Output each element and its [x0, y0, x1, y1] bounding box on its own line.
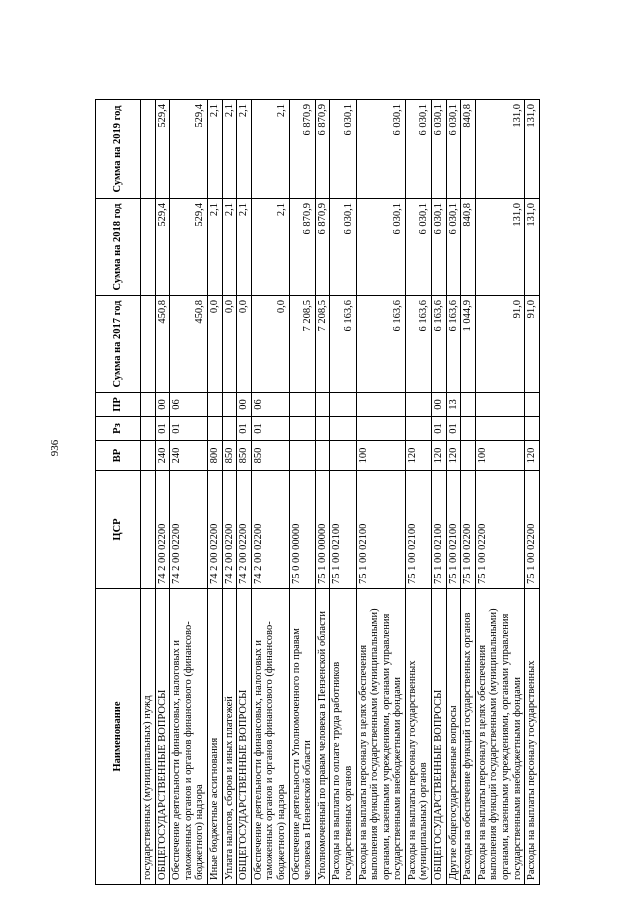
cell-sum-2017: 0,0 [222, 296, 237, 393]
cell-rz [461, 417, 476, 441]
cell-sum-2017: 450,8 [170, 296, 208, 393]
cell-sum-2017: 6 163,6 [356, 296, 405, 393]
cell-sum-2018: 6 030,1 [446, 199, 461, 296]
cell-name: Расходы на выплаты персоналу государственных [525, 589, 540, 885]
cell-name: Уплата налогов, сборов и иных платежей [222, 589, 237, 885]
cell-pr [405, 393, 431, 417]
cell-csr: 74 2 00 02200 [207, 471, 222, 589]
cell-name: Расходы на выплаты персоналу государственных (муниципальных) органов [405, 589, 431, 885]
cell-rz [475, 417, 524, 441]
cell-name: Обеспечение деятельности финансовых, налоговых и таможенных органов и органов финансового (финансово-бюджетного) надзора [170, 589, 208, 885]
header-rz: Рз [96, 417, 141, 441]
cell-name: ОБЩЕГОСУДАРСТВЕННЫЕ ВОПРОСЫ [237, 589, 252, 885]
cell-name: Обеспечение деятельности финансовых, налоговых и таможенных органов и органов финансового (финансово-бюджетного) надзора [251, 589, 289, 885]
cell-sum-2018: 2,1 [207, 199, 222, 296]
cell-pr: 00 [155, 393, 170, 417]
table-row [330, 100, 356, 885]
cell-vr: 120 [446, 441, 461, 471]
cell-sum-2018 [141, 199, 156, 296]
cell-vr: 120 [405, 441, 431, 471]
cell-csr: 74 2 00 02200 [155, 471, 170, 589]
cell-rz [315, 417, 330, 441]
cell-pr [289, 393, 315, 417]
cell-sum-2018: 6 030,1 [356, 199, 405, 296]
cell-sum-2017: 91,0 [525, 296, 540, 393]
cell-name: Расходы на выплаты по оплате труда работников государственных органов [330, 589, 356, 885]
cell-sum-2017 [141, 296, 156, 393]
cell-rz: 01 [251, 417, 289, 441]
cell-sum-2018: 529,4 [155, 199, 170, 296]
cell-pr: 06 [251, 393, 289, 417]
cell-sum-2017: 6 163,6 [432, 296, 447, 393]
table-row [432, 100, 447, 885]
cell-vr: 800 [207, 441, 222, 471]
cell-csr: 75 0 00 00000 [289, 471, 315, 589]
header-sum-2017: Сумма на 2017 год [96, 296, 141, 393]
cell-vr: 850 [222, 441, 237, 471]
cell-sum-2017: 6 163,6 [446, 296, 461, 393]
cell-rz [222, 417, 237, 441]
table-row [251, 100, 289, 885]
header-vr: ВР [96, 441, 141, 471]
cell-pr [525, 393, 540, 417]
cell-vr: 850 [251, 441, 289, 471]
cell-name: Другие общегосударственные вопросы [446, 589, 461, 885]
cell-name: ОБЩЕГОСУДАРСТВЕННЫЕ ВОПРОСЫ [155, 589, 170, 885]
page-number: 936 [49, 439, 61, 457]
cell-sum-2019 [141, 100, 156, 199]
cell-name: государственных (муниципальных) нужд [141, 589, 156, 885]
table-row [237, 100, 252, 885]
cell-csr: 75 1 00 02100 [432, 471, 447, 589]
cell-sum-2019: 2,1 [207, 100, 222, 199]
table-row [405, 100, 431, 885]
cell-sum-2019: 6 870,9 [289, 100, 315, 199]
cell-sum-2017: 0,0 [207, 296, 222, 393]
cell-vr: 240 [155, 441, 170, 471]
budget-table [95, 99, 540, 885]
cell-name: ОБЩЕГОСУДАРСТВЕННЫЕ ВОПРОСЫ [432, 589, 447, 885]
cell-csr: 74 2 00 02200 [170, 471, 208, 589]
cell-vr: 120 [432, 441, 447, 471]
cell-sum-2018: 2,1 [251, 199, 289, 296]
cell-csr: 75 1 00 02100 [405, 471, 431, 589]
cell-csr: 75 1 00 02200 [525, 471, 540, 589]
cell-sum-2018: 2,1 [222, 199, 237, 296]
cell-pr: 06 [170, 393, 208, 417]
header-sum-2018: Сумма на 2018 год [96, 199, 141, 296]
table-row [446, 100, 461, 885]
cell-sum-2017: 7 208,5 [289, 296, 315, 393]
table-row [207, 100, 222, 885]
table-row [155, 100, 170, 885]
table-row [170, 100, 208, 885]
table-body [141, 100, 540, 885]
cell-name: Расходы на выплаты персоналу в целях обеспечения выполнения функций государственными (муниципальными) органами, казенными учреждениями, органами управления государственными внебюджетными фондами [356, 589, 405, 885]
cell-name: Расходы на обеспечение функций государственных органов [461, 589, 476, 885]
cell-rz [141, 417, 156, 441]
cell-rz [330, 417, 356, 441]
table-row [356, 100, 405, 885]
cell-sum-2019: 131,0 [525, 100, 540, 199]
cell-vr [315, 441, 330, 471]
cell-pr: 00 [237, 393, 252, 417]
cell-vr [141, 441, 156, 471]
cell-vr [461, 441, 476, 471]
cell-pr: 00 [432, 393, 447, 417]
cell-sum-2018: 529,4 [170, 199, 208, 296]
cell-name: Расходы на выплаты персоналу в целях обеспечения выполнения функций государственными (муниципальными) органами, казенными учреждениями, органами управления государственными внебюджетными фондами [475, 589, 524, 885]
cell-csr [141, 471, 156, 589]
cell-vr [289, 441, 315, 471]
cell-pr: 13 [446, 393, 461, 417]
cell-sum-2019: 131,0 [475, 100, 524, 199]
cell-sum-2019: 6 030,1 [446, 100, 461, 199]
cell-rz [525, 417, 540, 441]
cell-vr: 240 [170, 441, 208, 471]
cell-vr: 120 [525, 441, 540, 471]
cell-pr [222, 393, 237, 417]
cell-rz [289, 417, 315, 441]
table-row [525, 100, 540, 885]
cell-csr: 75 1 00 02100 [446, 471, 461, 589]
cell-csr: 75 1 00 00000 [315, 471, 330, 589]
table-row [475, 100, 524, 885]
table-row [289, 100, 315, 885]
table-row [141, 100, 156, 885]
cell-rz [207, 417, 222, 441]
cell-csr: 74 2 00 02200 [222, 471, 237, 589]
cell-name: Иные бюджетные ассигнования [207, 589, 222, 885]
cell-sum-2018: 6 870,9 [315, 199, 330, 296]
cell-sum-2019: 6 030,1 [432, 100, 447, 199]
cell-rz [356, 417, 405, 441]
header-pr: ПР [96, 393, 141, 417]
cell-sum-2019: 2,1 [237, 100, 252, 199]
cell-rz [405, 417, 431, 441]
table-row [461, 100, 476, 885]
rotated-page-content [95, 100, 600, 885]
cell-sum-2019: 6 030,1 [405, 100, 431, 199]
cell-sum-2019: 6 870,9 [315, 100, 330, 199]
cell-vr: 100 [356, 441, 405, 471]
header-name: Наименование [96, 589, 141, 885]
cell-sum-2019: 2,1 [222, 100, 237, 199]
table-row [315, 100, 330, 885]
cell-sum-2018: 2,1 [237, 199, 252, 296]
cell-sum-2017: 0,0 [251, 296, 289, 393]
cell-sum-2019: 529,4 [170, 100, 208, 199]
cell-sum-2018: 6 030,1 [405, 199, 431, 296]
header-sum-2019: Сумма на 2019 год [96, 100, 141, 199]
table-row [222, 100, 237, 885]
cell-csr: 75 1 00 02100 [330, 471, 356, 589]
cell-csr: 75 1 00 02100 [356, 471, 405, 589]
cell-pr [315, 393, 330, 417]
cell-vr: 100 [475, 441, 524, 471]
cell-pr [461, 393, 476, 417]
cell-sum-2018: 131,0 [525, 199, 540, 296]
cell-csr: 75 1 00 02200 [475, 471, 524, 589]
cell-sum-2018: 6 030,1 [330, 199, 356, 296]
cell-sum-2017: 7 208,5 [315, 296, 330, 393]
cell-csr: 75 1 00 02200 [461, 471, 476, 589]
cell-rz: 01 [155, 417, 170, 441]
cell-pr [330, 393, 356, 417]
cell-vr [330, 441, 356, 471]
cell-pr [475, 393, 524, 417]
cell-sum-2018: 131,0 [475, 199, 524, 296]
cell-rz: 01 [446, 417, 461, 441]
cell-sum-2019: 840,8 [461, 100, 476, 199]
cell-pr [141, 393, 156, 417]
cell-csr: 74 2 00 02200 [251, 471, 289, 589]
cell-rz: 01 [237, 417, 252, 441]
cell-sum-2017: 6 163,6 [330, 296, 356, 393]
cell-sum-2019: 6 030,1 [356, 100, 405, 199]
cell-sum-2017: 91,0 [475, 296, 524, 393]
cell-csr: 74 2 00 02200 [237, 471, 252, 589]
cell-sum-2018: 6 870,9 [289, 199, 315, 296]
cell-sum-2017: 1 044,9 [461, 296, 476, 393]
cell-rz: 01 [432, 417, 447, 441]
cell-sum-2017: 450,8 [155, 296, 170, 393]
cell-sum-2017: 0,0 [237, 296, 252, 393]
cell-vr: 850 [237, 441, 252, 471]
cell-sum-2019: 6 030,1 [330, 100, 356, 199]
header-csr: ЦСР [96, 471, 141, 589]
cell-sum-2019: 2,1 [251, 100, 289, 199]
cell-sum-2018: 6 030,1 [432, 199, 447, 296]
cell-sum-2019: 529,4 [155, 100, 170, 199]
cell-rz: 01 [170, 417, 208, 441]
cell-name: Уполномоченный по правам человека в Пензенской области [315, 589, 330, 885]
cell-pr [356, 393, 405, 417]
cell-name: Обеспечение деятельности Уполномоченного по правам человека в Пензенской области [289, 589, 315, 885]
table-header [96, 100, 141, 885]
cell-pr [207, 393, 222, 417]
cell-sum-2017: 6 163,6 [405, 296, 431, 393]
cell-sum-2018: 840,8 [461, 199, 476, 296]
